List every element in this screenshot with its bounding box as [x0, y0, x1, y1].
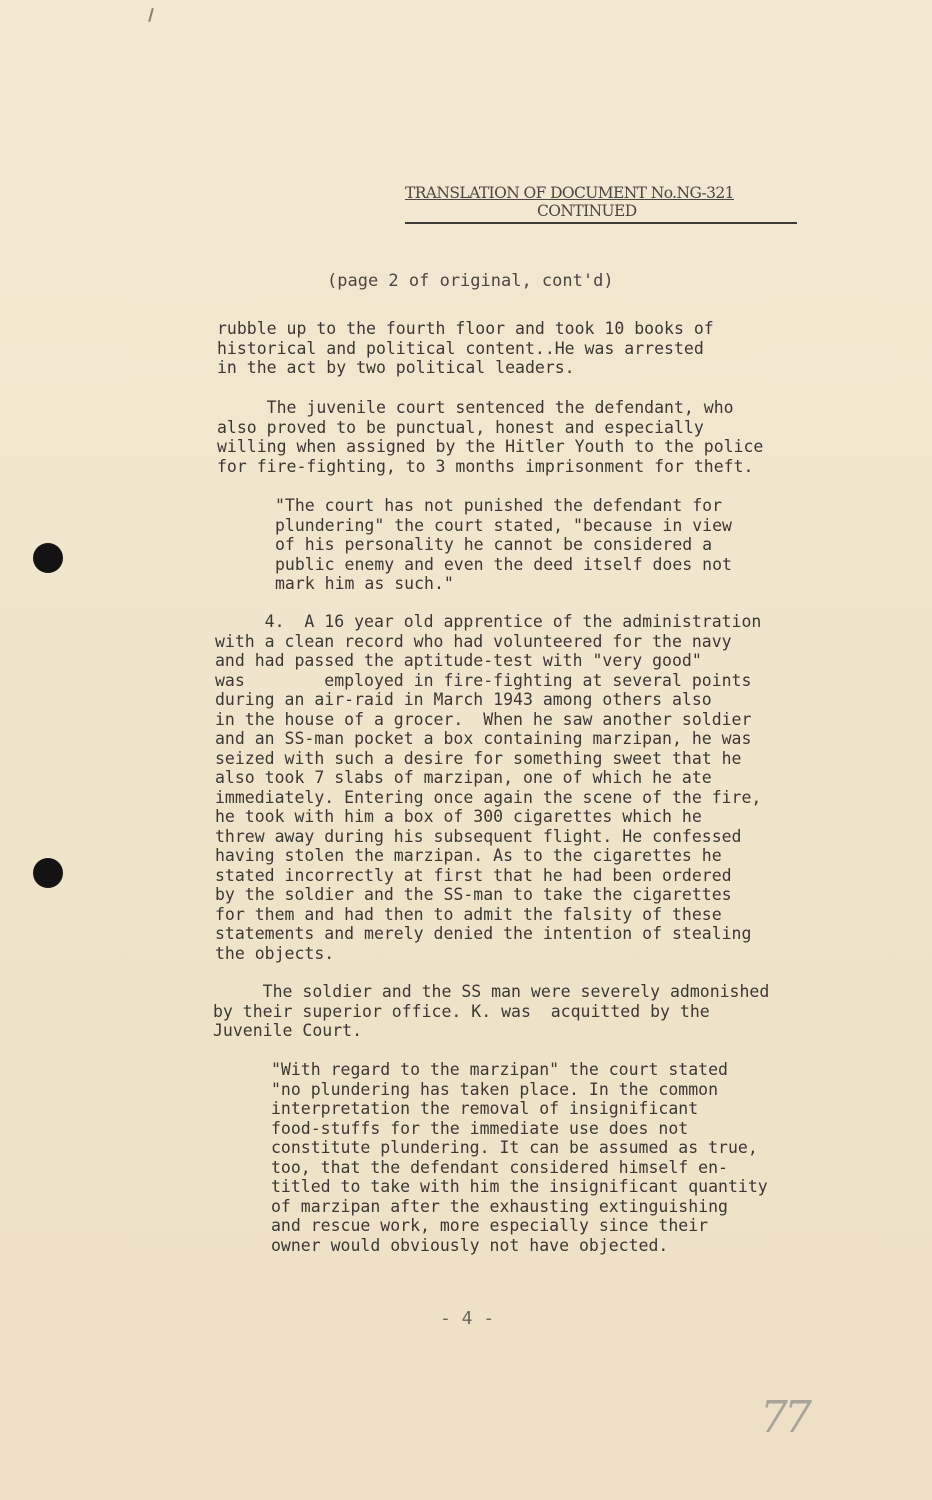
page-reference: (page 2 of original, cont'd) [327, 271, 614, 291]
header-rule [405, 222, 797, 224]
paragraph-1: rubble up to the fourth floor and took 10 books of historical and political content..He was arrested in the act by two political leaders. [217, 319, 714, 377]
paragraph-case-4: 4. A 16 year old apprentice of the administration with a clean record who had volunteered for the navy and had passed the aptitude-test with "very good" was employed in fire-fighting at several points during an air-raid in March 1943 among others also in the house of a grocer. When he saw another soldier and an SS-man pocket a box containing marzipan, he was seized with such a desire for something sweet that he also took 7 slabs of marzipan, one of which he ate immediately. Entering once again the scene of the fire, he took with him a box of 300 cigarettes which he threw away during his subsequent flight. He confessed having stolen the marzipan. As to the cigarettes he stated incorrectly at first that he had been ordered by the soldier and the SS-man to take the cigarettes for them and had then to admit the falsity of these statements and merely denied the intention of stealing the objects. [215, 612, 762, 963]
paragraph-5: The soldier and the SS man were severely admonished by their superior office. K. was acquitted by the Juvenile Court. [213, 982, 770, 1040]
quote-paragraph-2: "With regard to the marzipan" the court stated "no plundering has taken place. In the common interpretation the removal of insignificant food-stuffs for the immediate use does not constitute plundering. It can be assumed as true, too, that the defendant considered himself en- titled to take with him the insignificant quantity of marzipan after the exhausting extinguishing and rescue work, more especially since their owner would obviously not have objected. [271, 1060, 768, 1255]
paragraph-2: The juvenile court sentenced the defendant, who also proved to be punctual, honest and especially willing when assigned by the Hitler Youth to the police for fire-fighting, to 3 months imprisonment for theft. [217, 398, 764, 476]
punch-hole-top [33, 543, 63, 573]
stray-pen-mark [148, 8, 154, 22]
header-title: TRANSLATION OF DOCUMENT No.NG-321 [405, 184, 734, 202]
quote-paragraph-1: "The court has not punished the defendant for plundering" the court stated, "because in view of his personality he cannot be considered a public enemy and even the deed itself does not mark him as such." [275, 496, 732, 593]
page-number: - 4 - [440, 1308, 495, 1329]
punch-hole-bottom [33, 858, 63, 888]
handwritten-folio-number: 77 [760, 1392, 808, 1443]
document-header [405, 184, 797, 224]
header-subtitle: CONTINUED [537, 202, 637, 220]
